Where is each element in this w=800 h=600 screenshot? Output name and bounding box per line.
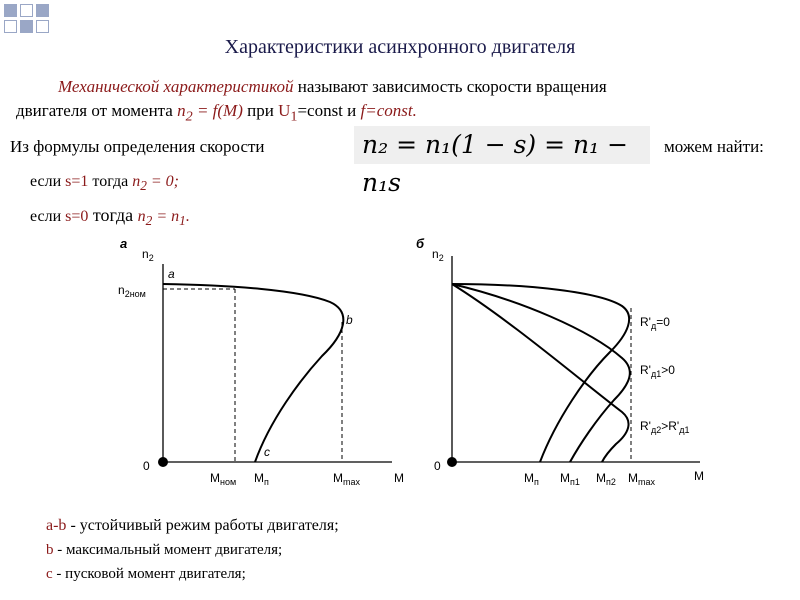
legend-item-c <box>46 566 246 583</box>
res-var: n <box>132 173 141 190</box>
intro-text: двигателя от момента <box>16 101 178 120</box>
curve-label-r0: $R'_д=0$ <box>640 315 670 331</box>
graph-b-origin: 0 <box>434 459 441 473</box>
intro-text: =const и <box>297 101 361 120</box>
formula-prefix: Из формулы определения скорости <box>10 137 265 156</box>
legend-item-b <box>46 542 282 559</box>
graph-a-tick-mmax: $M_{max}$ <box>333 471 361 487</box>
graph-b-tick-mp1: $M_{п1}$ <box>560 471 580 487</box>
point-b: b <box>346 313 353 327</box>
graph-a-tick-mp: $M_п$ <box>254 471 269 487</box>
case-text: тогда <box>88 205 138 225</box>
curve-r1 <box>452 284 630 462</box>
intro-text: называют зависимость скорости вращения <box>293 77 607 96</box>
term: Механической характеристикой <box>58 77 294 96</box>
legend-text: - максимальный момент двигателя; <box>53 542 283 558</box>
speed-formula: n₂ = n₁(1 − s) = n₁ − n₁s <box>354 126 650 164</box>
point-a: a <box>168 267 175 281</box>
graph-b-x-label: M <box>694 469 704 483</box>
u1-var: U <box>278 101 291 120</box>
case-cond: s=1 <box>65 173 89 190</box>
n2f-rest: = f(M) <box>192 101 243 120</box>
graph-a-origin-dot <box>158 457 168 467</box>
page-title: Характеристики асинхронного двигателя <box>224 36 576 58</box>
res-var: n <box>137 208 146 225</box>
point-c: c <box>264 445 270 459</box>
n2-sub: 2 <box>185 108 193 125</box>
legend-key: c <box>46 566 53 582</box>
res-rest: = 0; <box>146 173 179 190</box>
res-sub: 2 <box>145 213 153 229</box>
legend-text: - устойчивый режим работы двигателя; <box>66 517 339 534</box>
res-sub: 1 <box>179 213 186 229</box>
graph-b <box>416 236 704 487</box>
graph-a-tick-mnom: $M_{ном}$ <box>210 471 237 487</box>
graph-a-origin: 0 <box>143 459 150 473</box>
intro-text: при <box>242 101 279 120</box>
graph-a-y-label: $n_2$ <box>142 247 154 263</box>
case-cond: s=0 <box>65 208 89 225</box>
graph-a-curve <box>163 284 343 462</box>
graph-b-origin-dot <box>447 457 457 467</box>
legend-item-ab <box>46 517 339 535</box>
case-text: если <box>30 173 66 190</box>
graph-a-x-label: M <box>394 471 404 485</box>
legend-text: - пусковой момент двигателя; <box>52 566 246 582</box>
res-end: . <box>185 208 190 225</box>
graph-b-label: б <box>416 236 425 251</box>
n2-var: n <box>177 101 186 120</box>
f-const: f=const. <box>360 101 417 120</box>
graph-a-y-tick: $n_{2ном}$ <box>118 283 146 299</box>
graph-b-tick-mmax: $M_{max}$ <box>628 471 656 487</box>
graph-a-label: а <box>120 236 128 251</box>
curve-label-r1: $R'_{д1}>0$ <box>640 363 675 379</box>
curve-r2 <box>452 284 629 462</box>
graph-a <box>118 236 404 487</box>
u1-sub: 1 <box>290 108 298 125</box>
curve-label-r2: $R'_{д2}>R'_{д1}$ <box>640 419 690 435</box>
res-sub: 2 <box>140 178 147 194</box>
formula-suffix: можем найти: <box>664 137 764 156</box>
case-text: если <box>30 208 66 225</box>
graph-b-tick-mp2: $M_{п2}$ <box>596 471 616 487</box>
legend-key: b <box>46 542 54 558</box>
case-text: тогда <box>88 173 133 190</box>
graph-b-tick-mp: $M_п$ <box>524 471 539 487</box>
curve-r0 <box>452 284 629 462</box>
graph-b-y-label: $n_2$ <box>432 247 444 263</box>
legend-key: a-b <box>46 517 67 534</box>
res-rest: = n <box>152 208 180 225</box>
